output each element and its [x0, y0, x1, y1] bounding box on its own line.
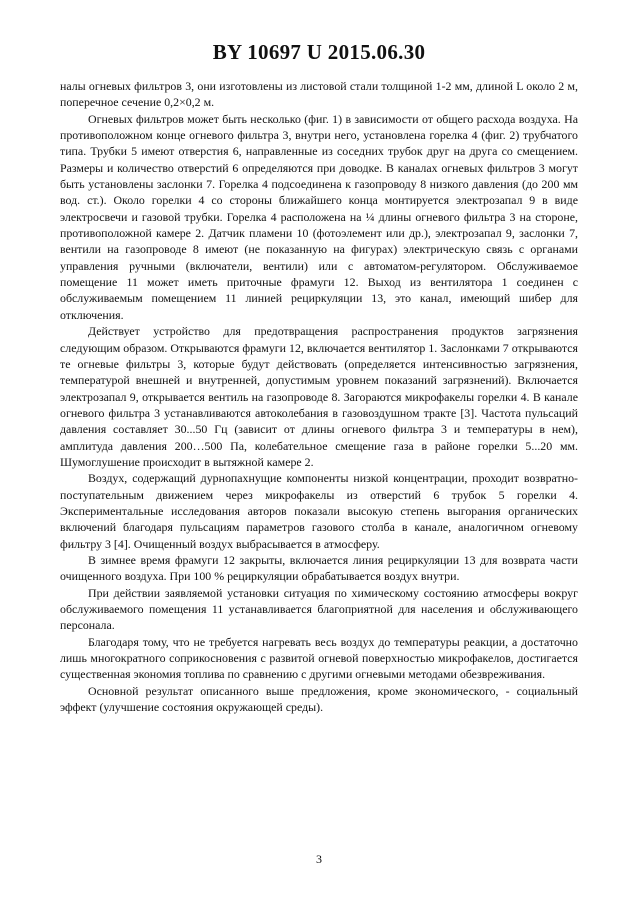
paragraph: Основной результат описанного выше предложения, кроме экономического, - социальный эффект (улучшение состояния окружающей среды). — [60, 683, 578, 715]
paragraph: Воздух, содержащий дурнопахнущие компоненты низкой концентрации, проходит возвратно-поступательным движением через микрофакелы из отверстий 6 трубок 5 горелки 4. Экспериментальные исследования авторов показали высокую степень выгорания органических включений благодаря пульсациям параметров газового столба в канале, аналогичном огневому фильтру 3 [4]. Очищенный воздух выбрасывается в атмосферу. — [60, 471, 578, 551]
document-body — [60, 78, 578, 715]
paragraph: В зимнее время фрамуги 12 закрыты, включается линия рециркуляции 13 для возврата части очищенного воздуха. При 100 % рециркуляции обрабатывается воздух внутри. — [60, 552, 578, 584]
paragraph: Огневых фильтров может быть несколько (фиг. 1) в зависимости от общего расхода воздуха. На противоположном конце огневого фильтра 3, внутри него, установлена горелка 4 (фиг. 2) трубчатого типа. Трубки 5 имеют отверстия 6, направленные из соседних трубок друг на друга со смещением. Размеры и количество отверстий 6 определяются при доводке. В каналах огневых фильтров 3 могут быть установлены заслонки 7. Горелка 4 подсоединена к газопроводу 8 низкого давления (до 200 мм вод. ст.). Около горелки 4 со стороны ближайшего конца монтируется электрозапал 9 в виде электросвечи и газовой трубки. Горелка 4 расположена на ¼ длины огневого фильтра 3 на стороне, противоположной камере 2. Датчик пламени 10 (фотоэлемент или др.), электрозапал 9, заслонки 7, вентили на газопроводе 8 имеют (не показанную на фигурах) электрическую связь с органами управления ручными (включатели, вентили) или с автоматом-регулятором. Обслуживаемое помещение 11 может иметь приточные фрамуги 12. Выход из вентилятора 1 соединен с обслуживаемым помещением 11 линией рециркуляции 13, это канал, имеющий шибер для отключения. — [60, 111, 578, 322]
paragraph: При действии заявляемой установки ситуация по химическому состоянию атмосферы вокруг обслуживаемого помещения 11 устанавливается благоприятной для населения и обслуживающего персонала. — [60, 585, 578, 633]
paragraph: Благодаря тому, что не требуется нагревать весь воздух до температуры реакции, а достаточно лишь многократного соприкосновения с развитой огневой поверхностью микрофакелов, достигается существенная экономия топлива по сравнению с другими огневыми методами обезвреживания. — [60, 634, 578, 682]
paragraph: налы огневых фильтров 3, они изготовлены из листовой стали толщиной 1-2 мм, длиной L около 2 м, поперечное сечение 0,2×0,2 м. — [60, 79, 578, 110]
patent-header: BY 10697 U 2015.06.30 — [212, 40, 426, 64]
page-number: 3 — [316, 852, 322, 866]
paragraph: Действует устройство для предотвращения распространения продуктов загрязнения следующим образом. Открываются фрамуги 12, включается вентилятор 1. Заслонками 7 открываются те огневые фильтры 3, которые будут действовать (определяется интенсивностью загрязнения, температурой внешней и внутренней, допустимым уровнем показаний загрязнений). Включается электрозапал 9, открывается вентиль на газопроводе 8. Загораются микрофакелы горелки 4. В канале огневого фильтра 3 устанавливаются автоколебания в газовоздушном тракте [3]. Частота пульсаций давления составляет 30...50 Гц (зависит от длины огневого фильтра 3 и температуры в нем), амплитуда давления 200…500 Па, колебательное смещение газа в районе горелки 5...20 мм. Шумоглушение происходит в вытяжной камере 2. — [60, 324, 578, 469]
